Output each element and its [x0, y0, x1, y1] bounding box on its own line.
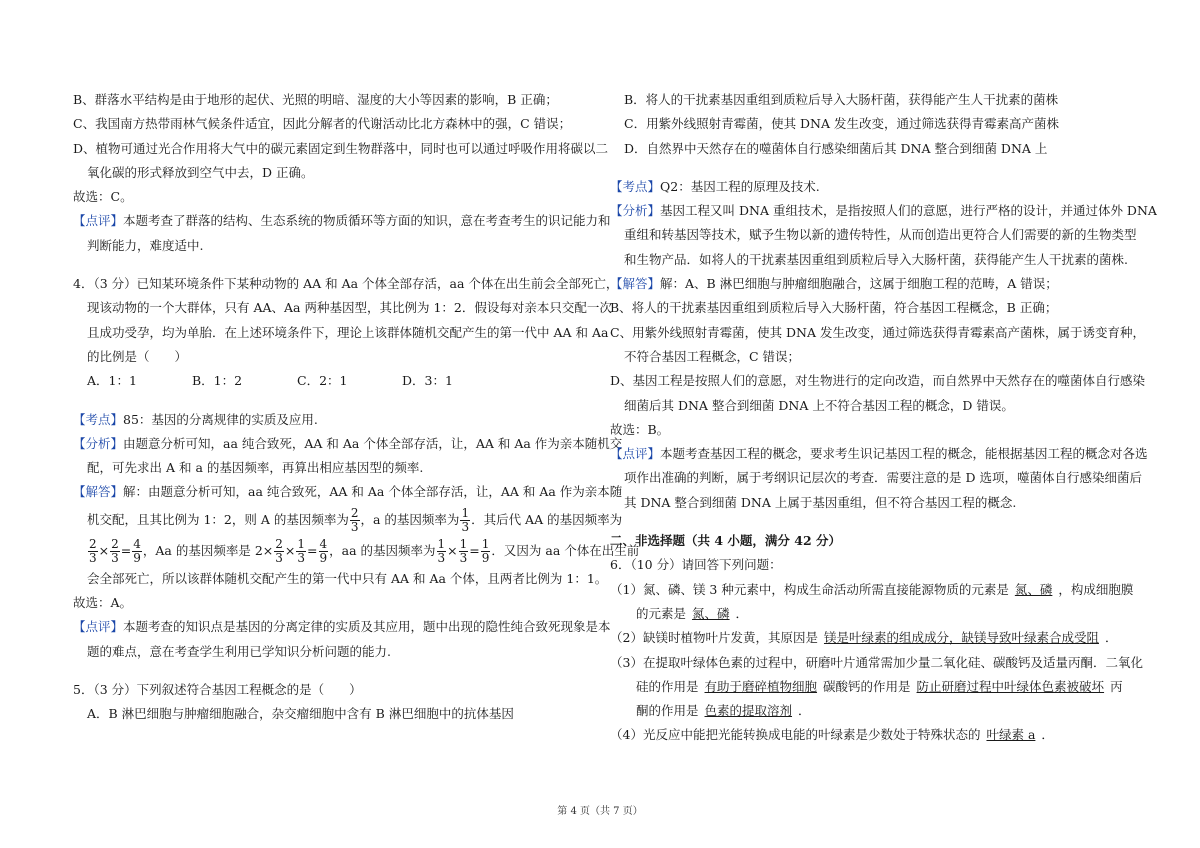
comment-text: 本题考查基因工程的概念，要求考生识记基因工程的概念，能根据基因工程的概念对各选 — [660, 446, 1148, 462]
question-5-stem: 5．（3 分）下列叙述符合基因工程概念的是（ ） — [73, 681, 362, 697]
jieda-q5 — [610, 272, 1132, 296]
kaodian-tag: 【考点】 — [73, 411, 124, 427]
question-text: 碳酸钙的作用是 — [823, 678, 911, 694]
question-6-part-3-cont-2 — [610, 699, 1132, 723]
jieda-text-part: ．其后代 AA 的基因频率为 — [471, 511, 623, 527]
jieda-text-part: ．又因为 aa 个体在出生前 — [491, 542, 640, 558]
fenxi-q5-cont: 重组和转基因等技术，赋予生物以新的遗传特性，从而创造出更符合人们需要的新的生物类型 — [624, 227, 1137, 243]
comment-q4-cont: 题的难点，意在考查学生利用已学知识分析问题的能力. — [87, 643, 391, 659]
question-text: ． — [798, 703, 811, 719]
comment-q5-cont: 项作出准确的判断，属于考纲识记层次的考查．需要注意的是 D 选项，噬菌体自行感染细菌后 — [624, 470, 1142, 486]
question-6-part-4 — [610, 723, 1132, 747]
denominator: 3 — [437, 550, 446, 565]
jieda-q4 — [73, 480, 623, 504]
section-title: 二、非选择题（共 4 小题，满分 42 分） — [610, 533, 842, 549]
fraction-1-3 — [437, 538, 447, 565]
answer-line-c: C、我国南方热带雨林气候条件适宜，因此分解者的代谢活动比北方森林中的强，C 错误； — [73, 116, 572, 132]
numerator: 1 — [481, 536, 490, 551]
numerator: 2 — [350, 505, 359, 520]
question-text: （2）缺镁时植物叶片发黄，其原因是 — [610, 630, 818, 646]
question-4-stem: 4．（3 分）已知某环境条件下某种动物的 AA 和 Aa 个体全部存活，aa 个体在出生前会全部死亡， — [73, 276, 619, 292]
question-6-part-3: （3）在提取叶绿体色素的过程中，研磨叶片通常需加少量二氧化硅、碳酸钙及适量丙酮．二氧化 — [610, 654, 1143, 670]
answer-blank: 有助于磨碎植物细胞 — [704, 678, 818, 694]
fraction-1-3 — [459, 538, 469, 565]
choice-line: 故选：B。 — [610, 421, 670, 437]
comment-text: 本题考查了群落的结构、生态系统的物质循环等方面的知识，意在考查考生的识记能力和 — [123, 213, 611, 229]
denominator: 3 — [350, 519, 359, 534]
denominator: 9 — [481, 550, 490, 565]
denominator: 3 — [275, 550, 283, 565]
jieda-q5-b: B、将人的干扰素基因重组到质粒后导入大肠杆菌，符合基因工程概念，B 正确； — [610, 300, 1058, 316]
fraction-1-9 — [481, 538, 491, 565]
fenxi-tag: 【分析】 — [73, 435, 124, 451]
question-5-option-b: B．将人的干扰素基因重组到质粒后导入大肠杆菌，获得能产生人干扰素的菌株 — [624, 92, 1059, 107]
fraction-2-3 — [110, 538, 120, 565]
kaodian-tag: 【考点】 — [610, 178, 661, 194]
jieda-q5-d: D、基因工程是按照人们的意愿，对生物进行的定向改造，而自然界中天然存在的噬菌体自行感染 — [610, 373, 1146, 389]
jieda-q4-freq — [73, 505, 623, 535]
question-4-stem-4: 的比例是（ ） — [87, 348, 188, 364]
fenxi-tag: 【分析】 — [610, 203, 661, 219]
question-4-options — [73, 369, 593, 393]
option-d: D．3：1 — [402, 373, 453, 389]
numerator: 4 — [319, 536, 328, 551]
comment-q4 — [73, 615, 611, 639]
answer-blank: 氮、磷 — [1014, 581, 1053, 597]
comment-tag: 【点评】 — [73, 213, 124, 229]
comment-q5 — [610, 442, 1148, 466]
times-sign: × — [447, 542, 458, 558]
question-6-title: 6．（10 分）请回答下列问题： — [610, 557, 782, 573]
comment-tag: 【点评】 — [73, 619, 124, 635]
jieda-tag: 【解答】 — [73, 484, 124, 500]
answer-blank: 镁是叶绿素的组成成分，缺镁导致叶绿素合成受阻 — [823, 630, 1099, 646]
fraction-1-3 — [460, 507, 470, 534]
fraction-4-9 — [132, 538, 142, 565]
answer-line-b: B、群落水平结构是由于地形的起伏、光照的明暗、湿度的大小等因素的影响，B 正确； — [73, 92, 558, 107]
jieda-q5-d-cont: 细菌后其 DNA 整合到细菌 DNA 上不符合基因工程的概念，D 错误。 — [624, 397, 1014, 413]
fenxi-q4 — [73, 432, 623, 456]
fenxi-q4-cont: 配，可先求出 A 和 a 的基因频率，再算出相应基因型的频率. — [87, 460, 424, 476]
times-sign: × — [284, 542, 296, 558]
denominator: 3 — [297, 550, 306, 565]
choice-line: 故选：C。 — [73, 189, 133, 205]
denominator: 3 — [111, 550, 119, 565]
denominator: 9 — [133, 550, 141, 565]
jieda-tag: 【解答】 — [610, 276, 661, 292]
numerator: 1 — [461, 505, 470, 520]
question-text: （4）光反应中能把光能转换成电能的叶绿素是少数处于特殊状态的 — [610, 727, 981, 743]
question-text: ． — [1041, 727, 1054, 743]
jieda-text-part: 机交配，且其比例为 1：2，则 A 的基因频率为 — [87, 511, 349, 527]
answer-blank: 防止研磨过程中叶绿体色素被破坏 — [916, 678, 1105, 694]
answer-line-d-cont: 氧化碳的形式释放到空气中去，D 正确。 — [87, 164, 314, 180]
question-text: 丙 — [1110, 678, 1123, 694]
right-column — [610, 88, 1157, 748]
equals-sign: = — [307, 542, 318, 558]
question-text: 的元素是 — [636, 605, 687, 621]
jieda-q4-calc — [73, 535, 640, 567]
question-5-option-a: A．B 淋巴细胞与肿瘤细胞融合，杂交瘤细胞中含有 B 淋巴细胞中的抗体基因 — [87, 706, 514, 722]
denominator: 3 — [89, 550, 97, 565]
option-b: B．1：2 — [192, 373, 243, 389]
question-4-stem-3: 且成功受孕，均为单胎．在上述环境条件下，理论上该群体随机交配产生的第一代中 AA 和 Aa — [87, 324, 609, 340]
kaodian-text: 85：基因的分离规律的实质及应用. — [123, 411, 318, 427]
numerator: 2 — [275, 536, 283, 551]
answer-line-d: D、植物可通过光合作用将大气中的碳元素固定到生物群落中，同时也可以通过呼吸作用将碳以二 — [73, 140, 609, 156]
numerator: 1 — [437, 536, 446, 551]
comment-q5-cont-2: 其 DNA 整合到细菌 DNA 上属于基因重组，但不符合基因工程的概念. — [624, 494, 1017, 510]
comment-q3 — [73, 209, 611, 233]
jieda-q5-c-cont: 不符合基因工程概念，C 错误； — [624, 348, 801, 364]
times-sign: × — [98, 542, 110, 558]
question-5-option-d: D．自然界中天然存在的噬菌体自行感染细菌后其 DNA 整合到细菌 DNA 上 — [624, 140, 1048, 156]
fenxi-q5 — [610, 199, 1157, 223]
question-text: ． — [735, 605, 749, 621]
option-a: A．1：1 — [87, 373, 137, 389]
question-6-part-1-cont — [610, 602, 1132, 626]
answer-blank: 色素的提取溶剂 — [704, 703, 793, 719]
comment-tag: 【点评】 — [610, 446, 661, 462]
jieda-text-part: ，aa 的基因频率为 — [329, 542, 436, 558]
fenxi-text: 基因工程又叫 DNA 重组技术，是指按照人们的意愿，进行严格的设计，并通过体外 DNA — [660, 203, 1157, 219]
comment-q3-cont: 判断能力，难度适中. — [87, 237, 204, 253]
fraction-2-3 — [350, 507, 360, 534]
kaodian-q5 — [610, 175, 1132, 199]
choice-line: 故选：A。 — [73, 595, 133, 611]
question-6-part-2 — [610, 626, 1132, 650]
fraction-1-3 — [296, 538, 306, 565]
kaodian-q4 — [73, 408, 593, 432]
jieda-text-part: ，a 的基因频率为 — [360, 511, 460, 527]
question-text: （1）氮、磷、镁 3 种元素中，构成生命活动所需直接能源物质的元素是 — [610, 581, 1009, 597]
question-6-part-1 — [610, 578, 1132, 602]
question-4-stem-2: 现该动物的一个大群体，只有 AA、Aa 两种基因型，其比例为 1：2．假设每对亲本只交配一次 — [87, 300, 612, 316]
comment-text: 本题考查的知识点是基因的分离定律的实质及其应用，题中出现的隐性纯合致死现象是本 — [123, 619, 611, 635]
question-text: 酮的作用是 — [636, 703, 699, 719]
fraction-4-9 — [319, 538, 329, 565]
denominator: 9 — [319, 550, 328, 565]
equals-sign: = — [469, 542, 480, 558]
question-6-part-3-cont — [610, 675, 1132, 699]
answer-blank: 氮、磷 — [692, 605, 730, 621]
page-footer: 第 4 页（共 7 页） — [557, 806, 643, 817]
jieda-q4-conclusion: 会全部死亡，所以该群体随机交配产生的第一代中只有 AA 和 Aa 个体，且两者比例为 1：1。 — [87, 570, 608, 586]
fenxi-q5-cont-2: 和生物产品．如将人的干扰素基因重组到质粒后导入大肠杆菌，获得能产生人干扰素的菌株. — [624, 251, 1128, 267]
kaodian-text: Q2：基因工程的原理及技术. — [660, 178, 820, 194]
equals-sign: = — [120, 542, 132, 558]
question-5-option-c: C．用紫外线照射青霉菌，使其 DNA 发生改变，通过筛选获得青霉素高产菌株 — [624, 116, 1059, 132]
fenxi-text: 由题意分析可知，aa 纯合致死，AA 和 Aa 个体全部存活，让，AA 和 Aa 作为亲本随机交 — [123, 435, 623, 451]
answer-blank: 叶绿素 a — [986, 727, 1036, 743]
numerator: 1 — [459, 536, 468, 551]
jieda-q5-c: C、用紫外线照射青霉菌，使其 DNA 发生改变，通过筛选获得青霉素高产菌株，属于诱变育种， — [610, 324, 1145, 340]
jieda-text: 解：A、B 淋巴细胞与肿瘤细胞融合，这属于细胞工程的范畴，A 错误； — [660, 276, 1058, 292]
question-text: ，构成细胞膜 — [1058, 581, 1134, 597]
question-text: ． — [1104, 630, 1118, 646]
jieda-text: 解：由题意分析可知，aa 纯合致死，AA 和 Aa 个体全部存活，让，AA 和 Aa 作为亲本随 — [123, 484, 623, 500]
numerator: 1 — [297, 536, 306, 551]
denominator: 3 — [459, 550, 468, 565]
denominator: 3 — [461, 519, 470, 534]
numerator: 4 — [133, 536, 141, 551]
option-c: C．2：1 — [297, 373, 348, 389]
jieda-text-part: ，Aa 的基因频率是 2× — [142, 542, 274, 558]
fraction-2-3 — [88, 538, 98, 565]
question-text: 硅的作用是 — [636, 678, 699, 694]
numerator: 2 — [89, 536, 97, 551]
numerator: 2 — [111, 536, 119, 551]
fraction-2-3 — [274, 538, 284, 565]
